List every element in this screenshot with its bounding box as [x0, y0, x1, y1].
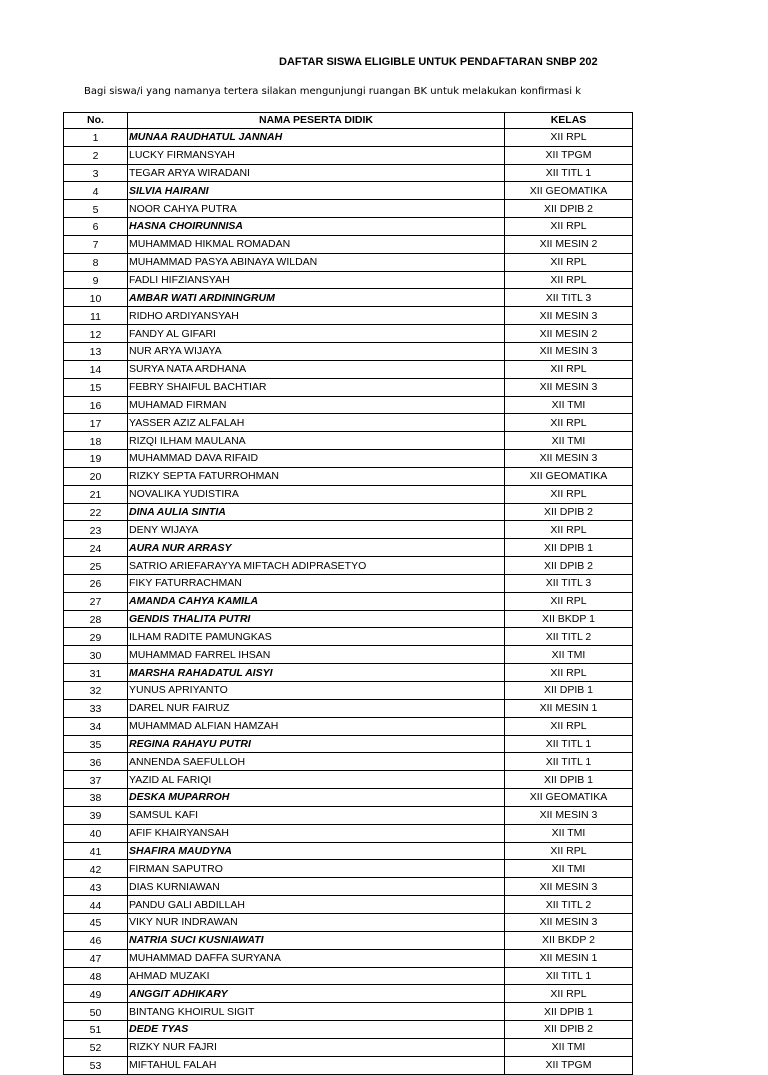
- student-name: AURA NUR ARRASY: [128, 539, 505, 557]
- student-name: ANNENDA SAEFULLOH: [128, 753, 505, 771]
- student-class: XII TITL 1: [505, 735, 633, 753]
- row-number: 31: [64, 664, 128, 682]
- table-row: [64, 1038, 633, 1056]
- student-name: NUR ARYA WIJAYA: [128, 342, 505, 360]
- student-class: XII TITL 2: [505, 628, 633, 646]
- table-row: [64, 182, 633, 200]
- student-class: XII RPL: [505, 271, 633, 289]
- row-number: 19: [64, 450, 128, 468]
- table-row: [64, 682, 633, 700]
- document-title: [0, 56, 768, 70]
- table-body: [64, 128, 633, 1074]
- student-name: VIKY NUR INDRAWAN: [128, 913, 505, 931]
- student-name: AMANDA CAHYA KAMILA: [128, 592, 505, 610]
- table-row: [64, 200, 633, 218]
- table-row: [64, 1021, 633, 1039]
- student-class: XII DPIB 2: [505, 503, 633, 521]
- table-row: [64, 842, 633, 860]
- student-class: XII MESIN 3: [505, 913, 633, 931]
- student-name: SILVIA HAIRANI: [128, 182, 505, 200]
- row-number: 46: [64, 931, 128, 949]
- student-name: YUNUS APRIYANTO: [128, 682, 505, 700]
- student-name: AFIF KHAIRYANSAH: [128, 824, 505, 842]
- table-row: [64, 164, 633, 182]
- student-class: XII TMI: [505, 824, 633, 842]
- student-name: YAZID AL FARIQI: [128, 771, 505, 789]
- row-number: 7: [64, 235, 128, 253]
- row-number: 26: [64, 574, 128, 592]
- row-number: 9: [64, 271, 128, 289]
- row-number: 13: [64, 342, 128, 360]
- student-class: XII DPIB 2: [505, 1021, 633, 1039]
- row-number: 34: [64, 717, 128, 735]
- student-class: XII MESIN 3: [505, 450, 633, 468]
- row-number: 33: [64, 699, 128, 717]
- table-row: [64, 806, 633, 824]
- table-row: [64, 949, 633, 967]
- row-number: 51: [64, 1021, 128, 1039]
- student-name: LUCKY FIRMANSYAH: [128, 146, 505, 164]
- student-class: XII TITL 1: [505, 164, 633, 182]
- student-name: HASNA CHOIRUNNISA: [128, 218, 505, 236]
- student-name: DAREL NUR FAIRUZ: [128, 699, 505, 717]
- student-name: MIFTAHUL FALAH: [128, 1056, 505, 1074]
- student-class: XII MESIN 1: [505, 699, 633, 717]
- student-class: XII RPL: [505, 485, 633, 503]
- row-number: 40: [64, 824, 128, 842]
- row-number: 27: [64, 592, 128, 610]
- document-subtitle: [0, 86, 768, 100]
- row-number: 2: [64, 146, 128, 164]
- row-number: 29: [64, 628, 128, 646]
- table-row: [64, 342, 633, 360]
- table-row: [64, 1056, 633, 1074]
- student-class: XII RPL: [505, 414, 633, 432]
- row-number: 36: [64, 753, 128, 771]
- student-name: NOOR CAHYA PUTRA: [128, 200, 505, 218]
- student-class: XII RPL: [505, 128, 633, 146]
- row-number: 25: [64, 557, 128, 575]
- student-class: XII DPIB 2: [505, 200, 633, 218]
- header-no: No.: [64, 113, 128, 129]
- student-name: SAMSUL KAFI: [128, 806, 505, 824]
- row-number: 5: [64, 200, 128, 218]
- table-row: [64, 860, 633, 878]
- row-number: 37: [64, 771, 128, 789]
- student-name: FADLI HIFZIANSYAH: [128, 271, 505, 289]
- student-class: XII TITL 1: [505, 967, 633, 985]
- table-row: [64, 360, 633, 378]
- row-number: 3: [64, 164, 128, 182]
- student-name: FEBRY SHAIFUL BACHTIAR: [128, 378, 505, 396]
- row-number: 22: [64, 503, 128, 521]
- student-name: SATRIO ARIEFARAYYA MIFTACH ADIPRASETYO: [128, 557, 505, 575]
- table-row: [64, 628, 633, 646]
- student-class: XII DPIB 1: [505, 539, 633, 557]
- student-class: XII TITL 1: [505, 753, 633, 771]
- table-row: [64, 896, 633, 914]
- table-row: [64, 789, 633, 807]
- student-name: DENY WIJAYA: [128, 521, 505, 539]
- student-class: XII RPL: [505, 253, 633, 271]
- student-name: NATRIA SUCI KUSNIAWATI: [128, 931, 505, 949]
- student-name: FIKY FATURRACHMAN: [128, 574, 505, 592]
- table-row: [64, 717, 633, 735]
- table-row: [64, 913, 633, 931]
- table-row: [64, 307, 633, 325]
- student-class: XII TMI: [505, 432, 633, 450]
- table-row: [64, 396, 633, 414]
- table-row: [64, 235, 633, 253]
- student-name: MUHAMAD FIRMAN: [128, 396, 505, 414]
- row-number: 35: [64, 735, 128, 753]
- table-row: [64, 967, 633, 985]
- table-row: [64, 824, 633, 842]
- row-number: 24: [64, 539, 128, 557]
- student-name: DINA AULIA SINTIA: [128, 503, 505, 521]
- student-name: ANGGIT ADHIKARY: [128, 985, 505, 1003]
- table-row: [64, 753, 633, 771]
- row-number: 6: [64, 218, 128, 236]
- student-name: MUHAMMAD DAVA RIFAID: [128, 450, 505, 468]
- row-number: 49: [64, 985, 128, 1003]
- student-name: BINTANG KHOIRUL SIGIT: [128, 1003, 505, 1021]
- table-row: [64, 664, 633, 682]
- student-name: GENDIS THALITA PUTRI: [128, 610, 505, 628]
- student-class: XII RPL: [505, 218, 633, 236]
- student-name: MUHAMMAD DAFFA SURYANA: [128, 949, 505, 967]
- student-class: XII TPGM: [505, 146, 633, 164]
- student-name: DIAS KURNIAWAN: [128, 878, 505, 896]
- student-name: MUHAMMAD PASYA ABINAYA WILDAN: [128, 253, 505, 271]
- student-class: XII RPL: [505, 521, 633, 539]
- table-row: [64, 146, 633, 164]
- student-class: XII BKDP 2: [505, 931, 633, 949]
- table-row: [64, 378, 633, 396]
- row-number: 48: [64, 967, 128, 985]
- student-class: XII TITL 2: [505, 896, 633, 914]
- student-name: NOVALIKA YUDISTIRA: [128, 485, 505, 503]
- student-name: AMBAR WATI ARDININGRUM: [128, 289, 505, 307]
- row-number: 12: [64, 325, 128, 343]
- student-name: DESKA MUPARROH: [128, 789, 505, 807]
- row-number: 23: [64, 521, 128, 539]
- student-class: XII TITL 3: [505, 574, 633, 592]
- student-table: [63, 112, 633, 1075]
- row-number: 8: [64, 253, 128, 271]
- row-number: 45: [64, 913, 128, 931]
- student-class: XII TPGM: [505, 1056, 633, 1074]
- student-class: XII RPL: [505, 664, 633, 682]
- table-row: [64, 521, 633, 539]
- table-row: [64, 485, 633, 503]
- table-row: [64, 325, 633, 343]
- student-class: XII GEOMATIKA: [505, 467, 633, 485]
- document-subtitle-text: Bagi siswa/i yang namanya tertera silakan mengunjungi ruangan BK untuk melakukan konfirmasi k: [84, 86, 582, 97]
- student-class: XII RPL: [505, 360, 633, 378]
- row-number: 10: [64, 289, 128, 307]
- student-class: XII RPL: [505, 592, 633, 610]
- student-name: RIZQI ILHAM MAULANA: [128, 432, 505, 450]
- student-class: XII TMI: [505, 860, 633, 878]
- row-number: 16: [64, 396, 128, 414]
- row-number: 28: [64, 610, 128, 628]
- student-class: XII TMI: [505, 1038, 633, 1056]
- student-class: XII GEOMATIKA: [505, 182, 633, 200]
- student-class: XII RPL: [505, 717, 633, 735]
- student-class: XII DPIB 1: [505, 1003, 633, 1021]
- table-row: [64, 985, 633, 1003]
- student-name: SHAFIRA MAUDYNA: [128, 842, 505, 860]
- student-class: XII TITL 3: [505, 289, 633, 307]
- student-class: XII DPIB 2: [505, 557, 633, 575]
- table-row: [64, 610, 633, 628]
- student-class: XII MESIN 2: [505, 235, 633, 253]
- table-row: [64, 432, 633, 450]
- table-row: [64, 557, 633, 575]
- student-name: RIDHO ARDIYANSYAH: [128, 307, 505, 325]
- row-number: 20: [64, 467, 128, 485]
- student-class: XII MESIN 3: [505, 342, 633, 360]
- table-row: [64, 503, 633, 521]
- table-row: [64, 592, 633, 610]
- row-number: 15: [64, 378, 128, 396]
- row-number: 43: [64, 878, 128, 896]
- table-row: [64, 574, 633, 592]
- student-name: MARSHA RAHADATUL AISYI: [128, 664, 505, 682]
- row-number: 50: [64, 1003, 128, 1021]
- table-container: [0, 112, 768, 1073]
- student-class: XII DPIB 1: [505, 771, 633, 789]
- table-row: [64, 878, 633, 896]
- row-number: 18: [64, 432, 128, 450]
- table-header-row: [64, 113, 633, 129]
- table-row: [64, 218, 633, 236]
- student-class: XII DPIB 1: [505, 682, 633, 700]
- table-row: [64, 289, 633, 307]
- header-class: KELAS: [505, 113, 633, 129]
- student-name: YASSER AZIZ ALFALAH: [128, 414, 505, 432]
- student-name: MUNAA RAUDHATUL JANNAH: [128, 128, 505, 146]
- student-name: FANDY AL GIFARI: [128, 325, 505, 343]
- student-name: SURYA NATA ARDHANA: [128, 360, 505, 378]
- row-number: 30: [64, 646, 128, 664]
- row-number: 17: [64, 414, 128, 432]
- student-name: REGINA RAHAYU PUTRI: [128, 735, 505, 753]
- row-number: 47: [64, 949, 128, 967]
- student-class: XII RPL: [505, 985, 633, 1003]
- student-class: XII TMI: [505, 646, 633, 664]
- student-class: XII BKDP 1: [505, 610, 633, 628]
- student-class: XII MESIN 2: [505, 325, 633, 343]
- student-class: XII TMI: [505, 396, 633, 414]
- student-name: MUHAMMAD HIKMAL ROMADAN: [128, 235, 505, 253]
- student-name: AHMAD MUZAKI: [128, 967, 505, 985]
- table-row: [64, 271, 633, 289]
- row-number: 44: [64, 896, 128, 914]
- table-row: [64, 771, 633, 789]
- student-name: MUHAMMAD ALFIAN HAMZAH: [128, 717, 505, 735]
- student-class: XII MESIN 3: [505, 878, 633, 896]
- row-number: 4: [64, 182, 128, 200]
- row-number: 52: [64, 1038, 128, 1056]
- table-row: [64, 646, 633, 664]
- row-number: 14: [64, 360, 128, 378]
- row-number: 1: [64, 128, 128, 146]
- table-row: [64, 539, 633, 557]
- row-number: 42: [64, 860, 128, 878]
- student-class: XII GEOMATIKA: [505, 789, 633, 807]
- student-name: DEDE TYAS: [128, 1021, 505, 1039]
- table-row: [64, 414, 633, 432]
- student-name: MUHAMMAD FARREL IHSAN: [128, 646, 505, 664]
- table-row: [64, 735, 633, 753]
- student-class: XII MESIN 3: [505, 378, 633, 396]
- student-name: PANDU GALI ABDILLAH: [128, 896, 505, 914]
- student-name: TEGAR ARYA WIRADANI: [128, 164, 505, 182]
- table-row: [64, 699, 633, 717]
- document-title-text: DAFTAR SISWA ELIGIBLE UNTUK PENDAFTARAN SNBP 202: [279, 56, 598, 68]
- row-number: 38: [64, 789, 128, 807]
- student-name: RIZKY SEPTA FATURROHMAN: [128, 467, 505, 485]
- header-name: NAMA PESERTA DIDIK: [128, 113, 505, 129]
- student-class: XII MESIN 1: [505, 949, 633, 967]
- table-row: [64, 450, 633, 468]
- student-class: XII MESIN 3: [505, 307, 633, 325]
- row-number: 11: [64, 307, 128, 325]
- row-number: 32: [64, 682, 128, 700]
- row-number: 53: [64, 1056, 128, 1074]
- student-name: RIZKY NUR FAJRI: [128, 1038, 505, 1056]
- table-row: [64, 1003, 633, 1021]
- row-number: 41: [64, 842, 128, 860]
- student-name: ILHAM RADITE PAMUNGKAS: [128, 628, 505, 646]
- row-number: 39: [64, 806, 128, 824]
- student-name: FIRMAN SAPUTRO: [128, 860, 505, 878]
- table-row: [64, 467, 633, 485]
- student-class: XII RPL: [505, 842, 633, 860]
- table-row: [64, 128, 633, 146]
- student-class: XII MESIN 3: [505, 806, 633, 824]
- table-row: [64, 931, 633, 949]
- row-number: 21: [64, 485, 128, 503]
- table-row: [64, 253, 633, 271]
